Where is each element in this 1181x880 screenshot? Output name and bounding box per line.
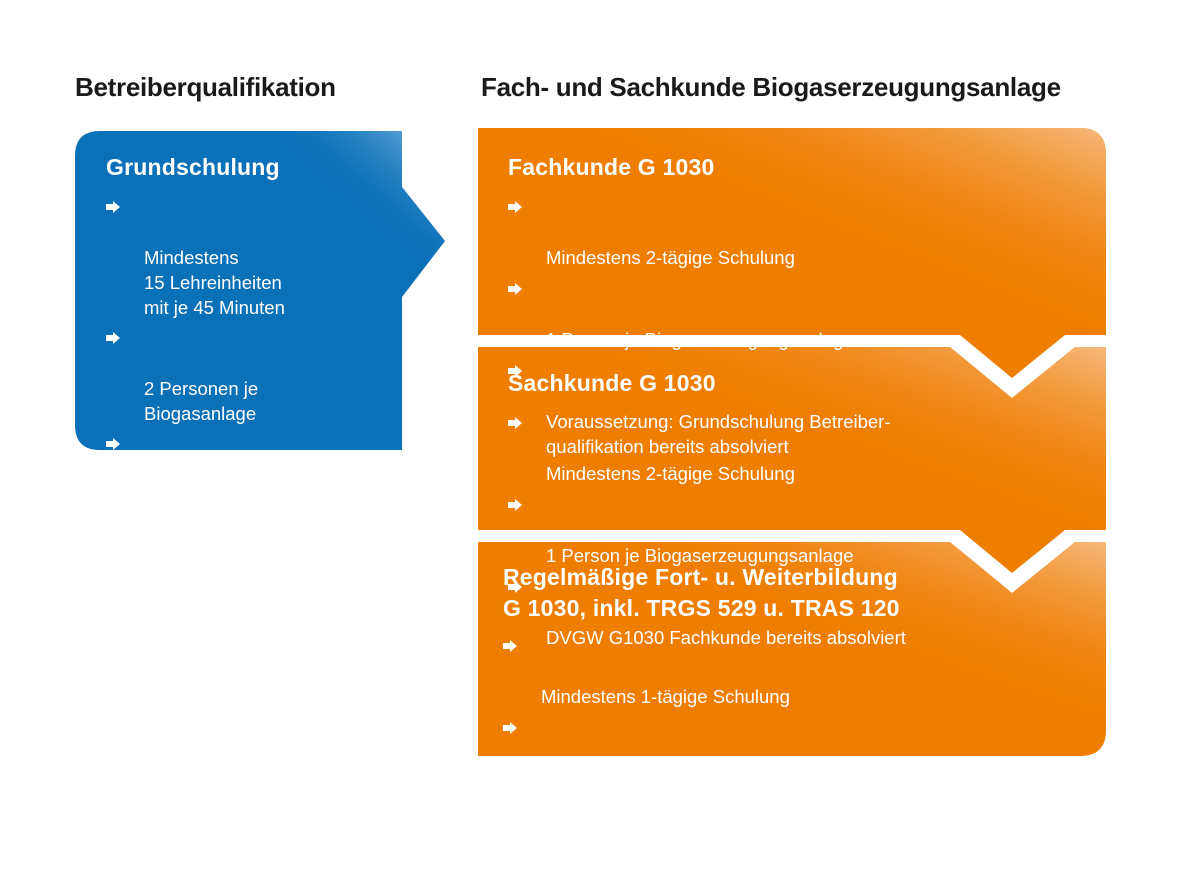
- bullet-text: Mindestens 1-tägige Schulung: [541, 686, 790, 707]
- weiterbildung-content: [503, 562, 1093, 880]
- bullet-text: Voraussetzung: Grundschulung Betreiber- qualifikation bereits absolviert: [546, 411, 891, 457]
- weiterbildung-bullet-list: [503, 634, 1093, 873]
- arrow-bullet-icon: [508, 499, 522, 511]
- bullet-text: 1 Person je Biogaserzeugungsanlage: [541, 768, 849, 789]
- bullet-text: 2 Personen je Biogasanlage: [144, 378, 259, 424]
- list-item: [106, 432, 391, 507]
- list-item: [106, 195, 391, 320]
- bullet-text: Mindestens 2-tägige Schulung: [546, 247, 795, 268]
- arrow-bullet-icon: [508, 201, 522, 213]
- bullet-text: DVGW G1030 Fachkunde bereits absolviert: [546, 627, 906, 648]
- bullet-text: 1 Person je Biogaserzeugungsanlage: [546, 329, 854, 350]
- weiterbildung-title: Regelmäßige Fort- u. Weiterbildung G 1030, inkl. TRGS 529 u. TRAS 120: [503, 564, 900, 621]
- arrow-bullet-icon: [106, 519, 120, 531]
- right-column-heading: Fach- und Sachkunde Biogaserzeugungsanlage: [481, 72, 1061, 102]
- arrow-bullet-icon: [503, 804, 517, 816]
- grundschulung-bullet-list: [106, 195, 391, 613]
- list-item: [508, 277, 1088, 352]
- left-column-heading: Betreiberqualifikation: [75, 72, 336, 102]
- arrow-bullet-icon: [508, 283, 522, 295]
- list-item: [508, 411, 1088, 486]
- bullet-text: Einmalig vor Aufnahme der Tätigkeit: [144, 565, 335, 611]
- arrow-bullet-icon: [503, 722, 517, 734]
- list-item: [503, 716, 1093, 791]
- grundschulung-content: [106, 151, 391, 619]
- bullet-text: Mit Kenntnisnachweis: [144, 484, 323, 505]
- arrow-bullet-icon: [508, 417, 522, 429]
- list-item: [503, 634, 1093, 709]
- list-item: [508, 493, 1088, 568]
- bullet-text: Mindestens 15 Lehreinheiten mit je 45 Minuten: [144, 247, 285, 318]
- fachkunde-title: Fachkunde G 1030: [508, 154, 715, 180]
- sachkunde-title: Sachkunde G 1030: [508, 370, 716, 396]
- grundschulung-title: Grundschulung: [106, 154, 280, 180]
- list-item: [106, 326, 391, 426]
- bullet-text: Mindestens 2-tägige Schulung: [546, 463, 795, 484]
- list-item: [503, 798, 1093, 873]
- bullet-text: Wiederkehrend alle 1-2 Jahre: [541, 850, 784, 871]
- arrow-bullet-icon: [106, 438, 120, 450]
- arrow-bullet-icon: [503, 640, 517, 652]
- list-item: [508, 195, 1088, 270]
- arrow-bullet-icon: [106, 201, 120, 213]
- bullet-text: 1 Person je Biogaserzeugungsanlage: [546, 545, 854, 566]
- list-item: [106, 513, 391, 613]
- arrow-bullet-icon: [106, 332, 120, 344]
